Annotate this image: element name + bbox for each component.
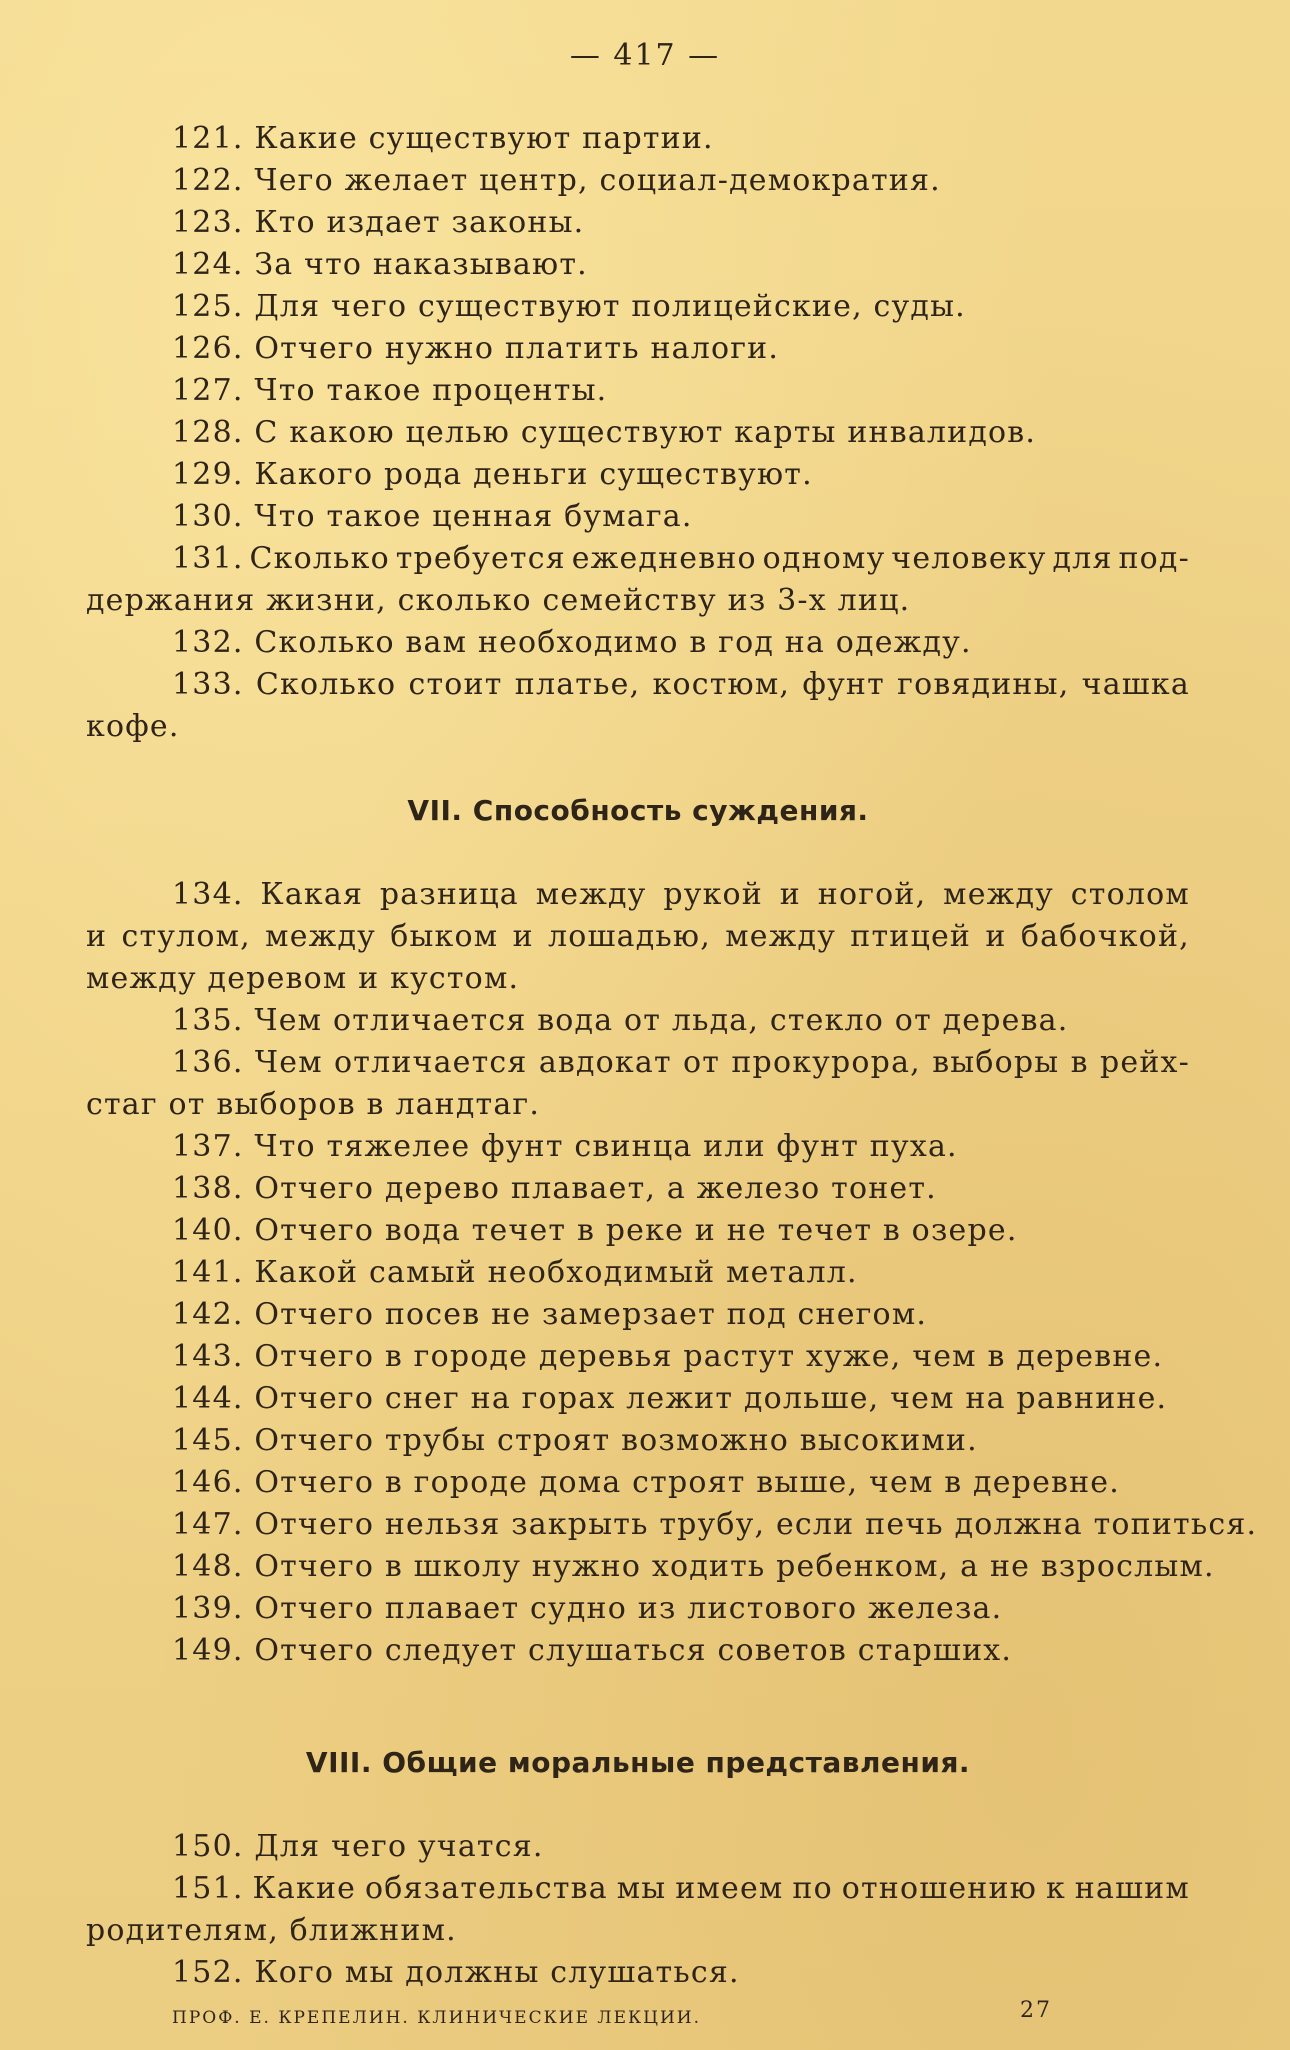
word: между <box>725 919 837 954</box>
word: Какие <box>252 1871 357 1906</box>
page-footer <box>172 1998 1052 2028</box>
item-135: 135. Чем отличается вода от льда, стекло от дерева. <box>172 1003 1069 1038</box>
list-item-5: 143. Отчего в городе деревья растут хуже, чем в деревне. <box>172 1339 1164 1374</box>
list-item-8: 129. Какого рода деньги существуют. <box>172 457 813 492</box>
word: рукой <box>663 877 763 912</box>
word: мы <box>616 1871 667 1906</box>
list-item-3: 124. За что наказывают. <box>172 247 588 282</box>
word: человеку <box>891 541 1047 576</box>
word: под- <box>1118 541 1190 576</box>
word: отличается <box>334 1045 528 1080</box>
item-131-line-1 <box>86 538 1190 580</box>
section-heading-viii: VIII. Общие моральные представления. <box>305 1746 971 1779</box>
word: разница <box>379 877 519 912</box>
word: выборы <box>932 1045 1060 1080</box>
word: ногой, <box>817 877 927 912</box>
word: лошадью, <box>548 919 711 954</box>
word: птицей <box>850 919 972 954</box>
word: рейх- <box>1099 1045 1190 1080</box>
item-136-line-2: стаг от выборов в ландтаг. <box>86 1087 541 1122</box>
item-134-line-3: между деревом и кустом. <box>86 961 520 996</box>
list-item-3: 141. Какой самый необходимый металл. <box>172 1255 858 1290</box>
list-item-4: 125. Для чего существуют полицейские, суды. <box>172 289 966 324</box>
list-item-4: 142. Отчего посев не замерзает под снегом. <box>172 1297 928 1332</box>
list-item-9: 130. Что такое ценная бумага. <box>172 499 693 534</box>
word: прокурора, <box>731 1045 921 1080</box>
word: стоит <box>408 667 503 702</box>
list-item-9: 147. Отчего нельзя закрыть трубу, если печь должна топиться. <box>172 1507 1258 1542</box>
word: обязательства <box>365 1871 608 1906</box>
list-item-1: 122. Чего желает центр, социал-демократия. <box>172 163 941 198</box>
item-151-line-2: родителям, ближним. <box>86 1913 457 1948</box>
item-136-line-1 <box>86 1042 1190 1084</box>
word: ежедневно <box>571 541 757 576</box>
word: Какая <box>260 877 364 912</box>
word: к <box>1045 1871 1066 1906</box>
item-131-line-2: держания жизни, сколько семейству из 3-х лиц. <box>86 583 911 618</box>
page-body <box>86 118 1258 1994</box>
word: чашка <box>1081 667 1190 702</box>
word: 131. <box>172 541 244 576</box>
list-item-8: 146. Отчего в городе дома строят выше, чем в деревне. <box>172 1465 1120 1500</box>
word: Сколько <box>249 541 390 576</box>
word: столом <box>1070 877 1190 912</box>
item-150: 150. Для чего учатся. <box>172 1829 544 1864</box>
word: 133. <box>172 667 244 702</box>
word: и <box>779 877 801 912</box>
list-item-5: 126. Отчего нужно платить налоги. <box>172 331 780 366</box>
signature-mark: 27 <box>1020 1998 1052 2023</box>
running-footer-title: ПРОФ. Е. КРЕПЕЛИН. КЛИНИЧЕСКИЕ ЛЕКЦИИ. <box>172 2008 702 2028</box>
word: 136. <box>172 1045 244 1080</box>
list-item-2: 140. Отчего вода течет в реке и не течет в озере. <box>172 1213 1018 1248</box>
word: по <box>792 1871 833 1906</box>
word: между <box>943 877 1054 912</box>
section-vii-list <box>86 1126 1258 1672</box>
word: говядины, <box>897 667 1070 702</box>
word: и <box>512 919 534 954</box>
section-list <box>86 118 1190 538</box>
list-item-7: 145. Отчего трубы строят возможно высокими. <box>172 1423 978 1458</box>
word: быком <box>390 919 499 954</box>
word: нашим <box>1074 1871 1190 1906</box>
word: Сколько <box>255 667 397 702</box>
word: бабочкой, <box>1020 919 1190 954</box>
list-item-12: 149. Отчего следует слушаться советов старших. <box>172 1633 1013 1668</box>
list-item-0: 121. Какие существуют партии. <box>172 121 714 156</box>
item-133-line-2: кофе. <box>86 709 180 744</box>
section-heading-vii: VII. Способность суждения. <box>407 794 869 827</box>
list-item-6: 127. Что такое проценты. <box>172 373 608 408</box>
list-item-11: 139. Отчего плавает судно из листового железа. <box>172 1591 1003 1626</box>
list-item-6: 144. Отчего снег на горах лежит дольше, чем на равнине. <box>172 1381 1168 1416</box>
word: и <box>985 919 1007 954</box>
word: и <box>86 919 108 954</box>
list-item-2: 123. Кто издает законы. <box>172 205 585 240</box>
word: требуется <box>395 541 566 576</box>
item-151-line-1 <box>86 1868 1190 1910</box>
list-item-0: 137. Что тяжелее фунт свинца или фунт пуха. <box>172 1129 958 1164</box>
word: для <box>1052 541 1113 576</box>
word: платье, <box>514 667 641 702</box>
word: костюм, <box>652 667 791 702</box>
word: между <box>535 877 647 912</box>
item-134-line-2 <box>86 916 1190 958</box>
word: Чем <box>254 1045 323 1080</box>
list-item-1: 138. Отчего дерево плавает, а железо тонет. <box>172 1171 937 1206</box>
word: от <box>683 1045 721 1080</box>
word: стулом, <box>121 919 251 954</box>
item-134-line-1 <box>86 874 1190 916</box>
page-number: — 417 — <box>569 38 721 73</box>
word: отношению <box>841 1871 1038 1906</box>
list-item-10: 148. Отчего в школу нужно ходить ребенком, а не взрослым. <box>172 1549 1215 1584</box>
word: 151. <box>172 1871 244 1906</box>
item-132: 132. Сколько вам необходимо в год на одежду. <box>172 625 972 660</box>
word: между <box>265 919 376 954</box>
word: в <box>1070 1045 1089 1080</box>
item-133-line-1 <box>86 664 1190 706</box>
item-152: 152. Кого мы должны слушаться. <box>172 1955 740 1990</box>
word: авдокат <box>538 1045 672 1080</box>
word: 134. <box>172 877 244 912</box>
word: имеем <box>675 1871 784 1906</box>
word: фунт <box>802 667 885 702</box>
list-item-7: 128. С какою целью существуют карты инвалидов. <box>172 415 1037 450</box>
word: одному <box>762 541 886 576</box>
